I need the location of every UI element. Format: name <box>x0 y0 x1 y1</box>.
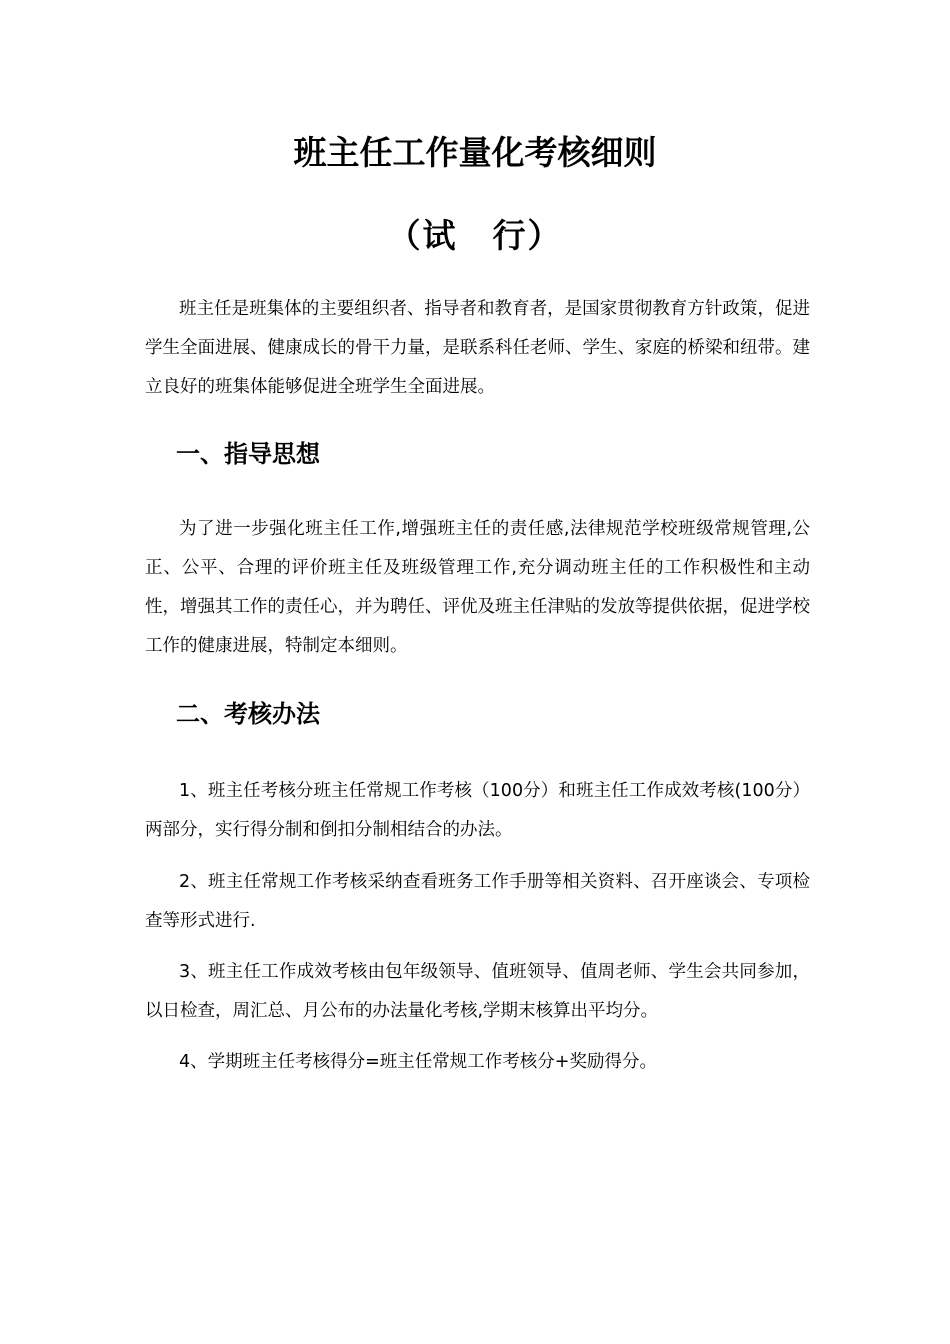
assessment-item-4: 4、学期班主任考核得分=班主任常规工作考核分+奖励得分。 <box>179 1052 657 1072</box>
section-heading-guiding-ideology: 一、指导思想 <box>176 440 320 468</box>
assessment-item-1: 1、班主任考核分班主任常规工作考核（100分）和班主任工作成效考核(100分）两部分，实行得分制和倒扣分制相结合的办法。 <box>145 781 810 840</box>
section-heading-assessment-method: 二、考核办法 <box>176 700 320 728</box>
assessment-item-3: 3、班主任工作成效考核由包年级领导、值班领导、值周老师、学生会共同参加，以日检查，周汇总、月公布的办法量化考核,学期末核算出平均分。 <box>145 962 810 1021</box>
document-title: 班主任工作量化考核细则 <box>293 133 657 172</box>
document-subtitle: （试 行） <box>387 216 563 255</box>
assessment-item-2: 2、班主任常规工作考核采纳查看班务工作手册等相关资料、召开座谈会、专项检查等形式进行. <box>145 872 810 931</box>
guiding-ideology-paragraph: 为了进一步强化班主任工作,增强班主任的责任感,法律规范学校班级常规管理,公正、公平、合理的评价班主任及班级管理工作,充分调动班主任的工作积极性和主动性，增强其工作的责任心，并为聘任、评优及班主任津贴的发放等提供依据，促进学校工作的健康进展，特制定本细则。 <box>145 519 810 656</box>
intro-paragraph: 班主任是班集体的主要组织者、指导者和教育者，是国家贯彻教育方针政策，促进学生全面进展、健康成长的骨干力量，是联系科任老师、学生、家庭的桥梁和纽带。建立良好的班集体能够促进全班学生全面进展。 <box>145 299 810 397</box>
